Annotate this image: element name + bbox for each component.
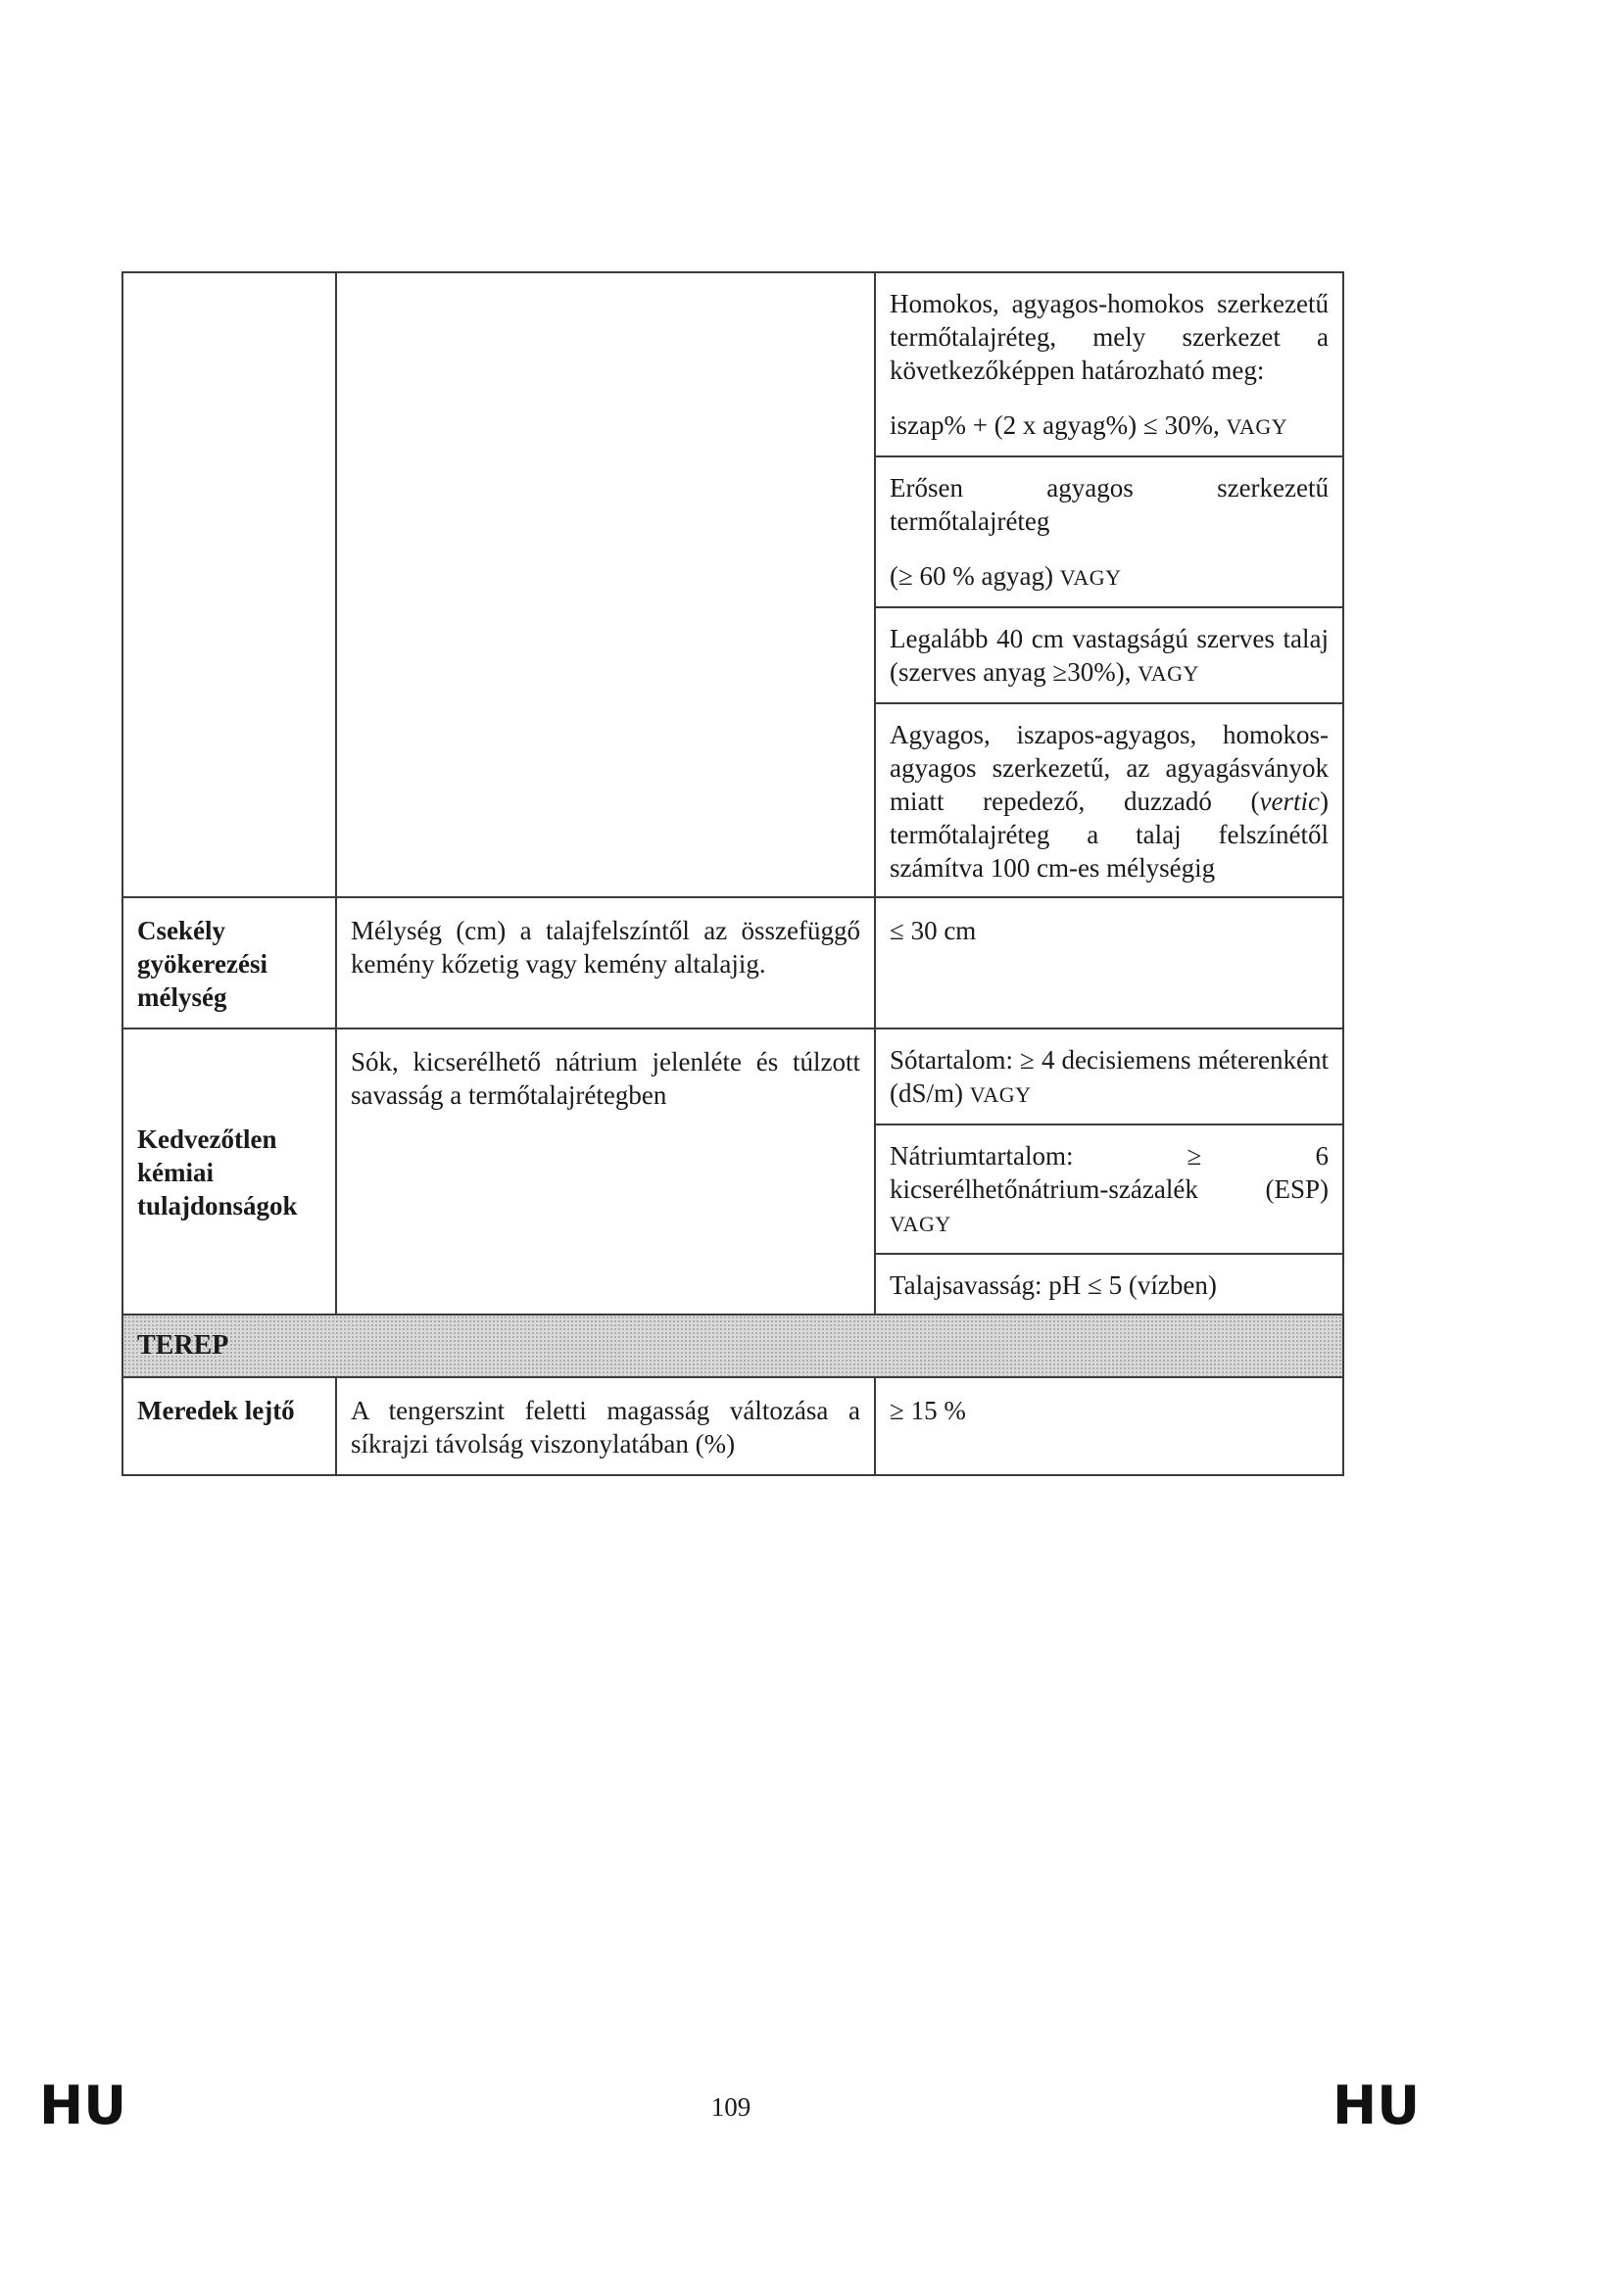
threshold-item: Legalább 40 cm vastagságú szerves talaj (szerves anyag ≥30%), VAGY: [876, 608, 1342, 704]
threshold-item: Nátriumtartalom: ≥ 6 kicserélhetőnátrium-százalék (ESP) VAGY: [876, 1125, 1342, 1255]
vagy-label: VAGY: [1138, 661, 1199, 686]
criteria-table: [121, 271, 1344, 1476]
threshold-item: iszap% + (2 x agyag%) ≤ 30%, VAGY: [876, 395, 1342, 457]
threshold-cell: ≥ 15 %: [875, 1377, 1343, 1475]
threshold-cell: ≤ 30 cm: [875, 897, 1343, 1028]
definition-cell: A tengerszint feletti magasság változása a síkrajzi távolság viszonylatában (%): [336, 1377, 875, 1475]
vagy-label: VAGY: [1059, 565, 1122, 590]
threshold-item: Homokos, agyagos-homokos szerkezetű termőtalajréteg, mely szerkezet a következőképpen határozható meg:: [890, 289, 1329, 385]
table-row: [122, 897, 1343, 1028]
definition-cell: Sók, kicserélhető nátrium jelenléte és túlzott savasság a termőtalajrétegben: [336, 1028, 875, 1315]
criterion-cell: Kedvezőtlen kémiai tulajdonságok: [122, 1028, 336, 1315]
criterion-cell: Csekély gyökerezési mélység: [122, 897, 336, 1028]
vagy-label: VAGY: [969, 1082, 1032, 1107]
definition-cell: Mélység (cm) a talajfelszíntől az összefüggő kemény kőzetig vagy kemény altalajig.: [336, 897, 875, 1028]
table-row: [122, 272, 1343, 897]
language-code-right: HU: [1332, 2075, 1421, 2136]
threshold-item: Sótartalom: ≥ 4 decisiemens méterenként (dS/m) VAGY: [876, 1029, 1342, 1125]
vagy-label: VAGY: [890, 1212, 951, 1236]
section-title: TEREP: [137, 1330, 229, 1361]
threshold-item: (≥ 60 % agyag) VAGY: [876, 546, 1342, 608]
criterion-cell: Meredek lejtő: [122, 1377, 336, 1475]
threshold-item: Erősen agyagos szerkezetű termőtalajréteg: [890, 473, 1329, 536]
threshold-cell: [875, 1028, 1343, 1315]
section-header: [122, 1315, 1343, 1377]
threshold-cell: [875, 272, 1343, 897]
table-row: [122, 1028, 1343, 1315]
threshold-item: Agyagos, iszapos-agyagos, homokos-agyagos szerkezetű, az agyagásványok miatt repedező, duzzadó (vertic) termőtalajréteg a talaj felszínétől számítva 100 cm-es mélységig: [890, 720, 1329, 883]
table-row: [122, 1377, 1343, 1475]
definition-cell-empty: [336, 272, 875, 897]
threshold-item: Talajsavasság: pH ≤ 5 (vízben): [890, 1270, 1217, 1300]
vagy-label: VAGY: [1226, 414, 1288, 439]
page-number: 109: [710, 2092, 751, 2122]
language-code-left: HU: [39, 2075, 127, 2136]
section-header-row: [122, 1315, 1343, 1377]
criterion-cell-empty: [122, 272, 336, 897]
